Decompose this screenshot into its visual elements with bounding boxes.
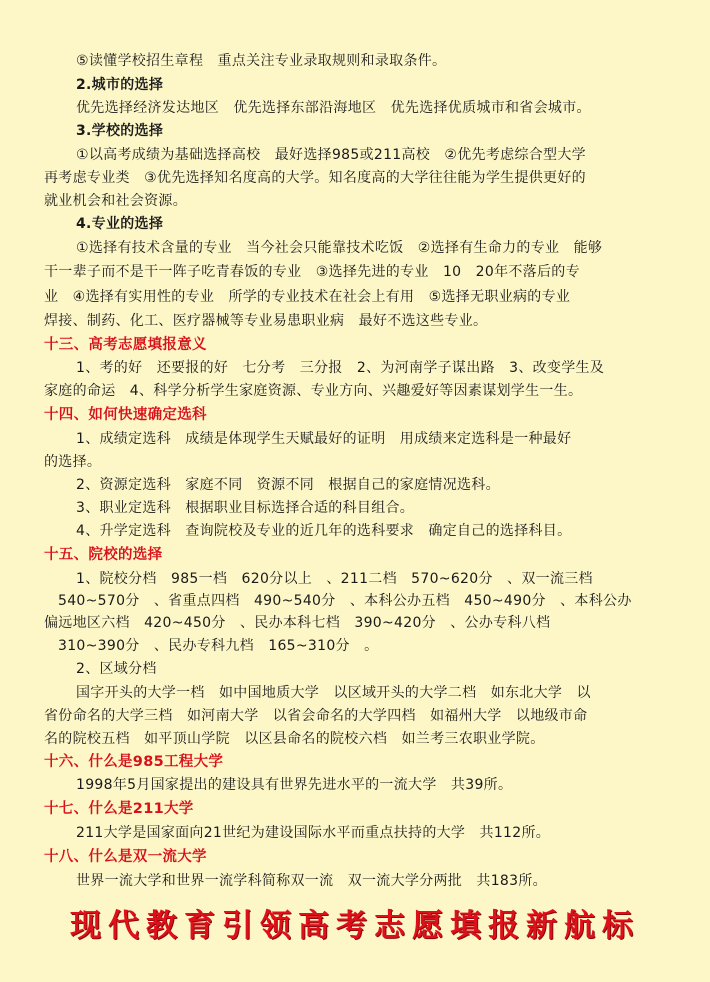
section-17-line: 211大学是国家面向21世纪为建设国际水平而重点扶持的大学 共112所。 <box>76 825 551 841</box>
section-14-line: 的选择。 <box>44 454 102 470</box>
major-choice-heading: 4.专业的选择 <box>76 216 164 232</box>
section-14-line: 3、职业定选科 根据职业目标选择合适的科目组合。 <box>76 500 415 516</box>
section-14-heading: 十四、如何快速确定选科 <box>44 407 207 423</box>
section-13-heading: 十三、高考志愿填报意义 <box>44 337 207 353</box>
major-choice-line: 干一辈子而不是干一阵子吃青春饭的专业 ③选择先进的专业 10 20年不落后的专 <box>44 264 580 280</box>
section-16-heading: 十六、什么是985工程大学 <box>44 754 224 770</box>
section-15-line: 省份命名的大学三档 如河南大学 以省会命名的大学四档 如福州大学 以地级市命 <box>44 708 588 724</box>
school-choice-line: 再考虑专业类 ③优先选择知名度高的大学。知名度高的大学往往能为学生提供更好的 <box>44 170 586 186</box>
section-15-line: 1、院校分档 985一档 620分以上 、211二档 570~620分 、双一流三档 <box>76 571 593 587</box>
city-choice-text: 优先选择经济发达地区 优先选择东部沿海地区 优先选择优质城市和省会城市。 <box>76 100 591 116</box>
school-choice-line: ①以高考成绩为基础选择高校 最好选择985或211高校 ②优先考虑综合型大学 <box>76 147 586 163</box>
city-choice-heading: 2.城市的选择 <box>76 77 164 93</box>
major-choice-line: 业 ④选择有实用性的专业 所学的专业技术在社会上有用 ⑤选择无职业病的专业 <box>44 289 571 305</box>
slogan-banner: 现代教育引领高考志愿填报新航标 <box>70 908 640 944</box>
section-15-line: 名的院校五档 如平顶山学院 以区县命名的院校六档 如兰考三农职业学院。 <box>44 731 545 747</box>
school-choice-heading: 3.学校的选择 <box>76 123 164 139</box>
section-13-line: 家庭的命运 4、科学分析学生家庭资源、专业方向、兴趣爱好等因素谋划学生一生。 <box>44 383 583 399</box>
section-16-line: 1998年5月国家提出的建设具有世界先进水平的一流大学 共39所。 <box>76 777 513 793</box>
section-14-line: 4、升学定选科 查询院校及专业的近几年的选科要求 确定自己的选择科目。 <box>76 523 572 539</box>
section-14-line: 2、资源定选科 家庭不同 资源不同 根据自己的家庭情况选科。 <box>76 477 500 493</box>
choice-item-5: ⑤读懂学校招生章程 重点关注专业录取规则和录取条件。 <box>76 53 447 69</box>
section-14-line: 1、成绩定选科 成绩是体现学生天赋最好的证明 用成绩来定选科是一种最好 <box>76 431 572 447</box>
school-choice-line: 就业机会和社会资源。 <box>44 193 187 209</box>
section-15-line: 310~390分 、民办专科九档 165~310分 。 <box>58 638 379 654</box>
section-15-heading: 十五、院校的选择 <box>44 547 163 563</box>
section-15-line: 540~570分 、省重点四档 490~540分 、本科公办五档 450~490分 、本科公办 <box>58 593 632 609</box>
section-18-heading: 十八、什么是双一流大学 <box>44 849 207 865</box>
section-15-line: 国字开头的大学一档 如中国地质大学 以区域开头的大学二档 如东北大学 以 <box>76 685 591 701</box>
section-13-line: 1、考的好 还要报的好 七分考 三分报 2、为河南学子谋出路 3、改变学生及 <box>76 360 605 376</box>
major-choice-line: 焊接、制药、化工、医疗器械等专业易患职业病 最好不选这些专业。 <box>44 313 488 329</box>
section-15-line: 2、区域分档 <box>76 661 157 677</box>
major-choice-line: ①选择有技术含量的专业 当今社会只能靠技术吃饭 ②选择有生命力的专业 能够 <box>76 240 603 256</box>
section-18-line: 世界一流大学和世界一流学科简称双一流 双一流大学分两批 共183所。 <box>76 873 547 889</box>
section-15-line: 偏远地区六档 420~450分 、民办本科七档 390~420分 、公办专科八档 <box>44 615 551 631</box>
section-17-heading: 十七、什么是211大学 <box>44 801 194 817</box>
